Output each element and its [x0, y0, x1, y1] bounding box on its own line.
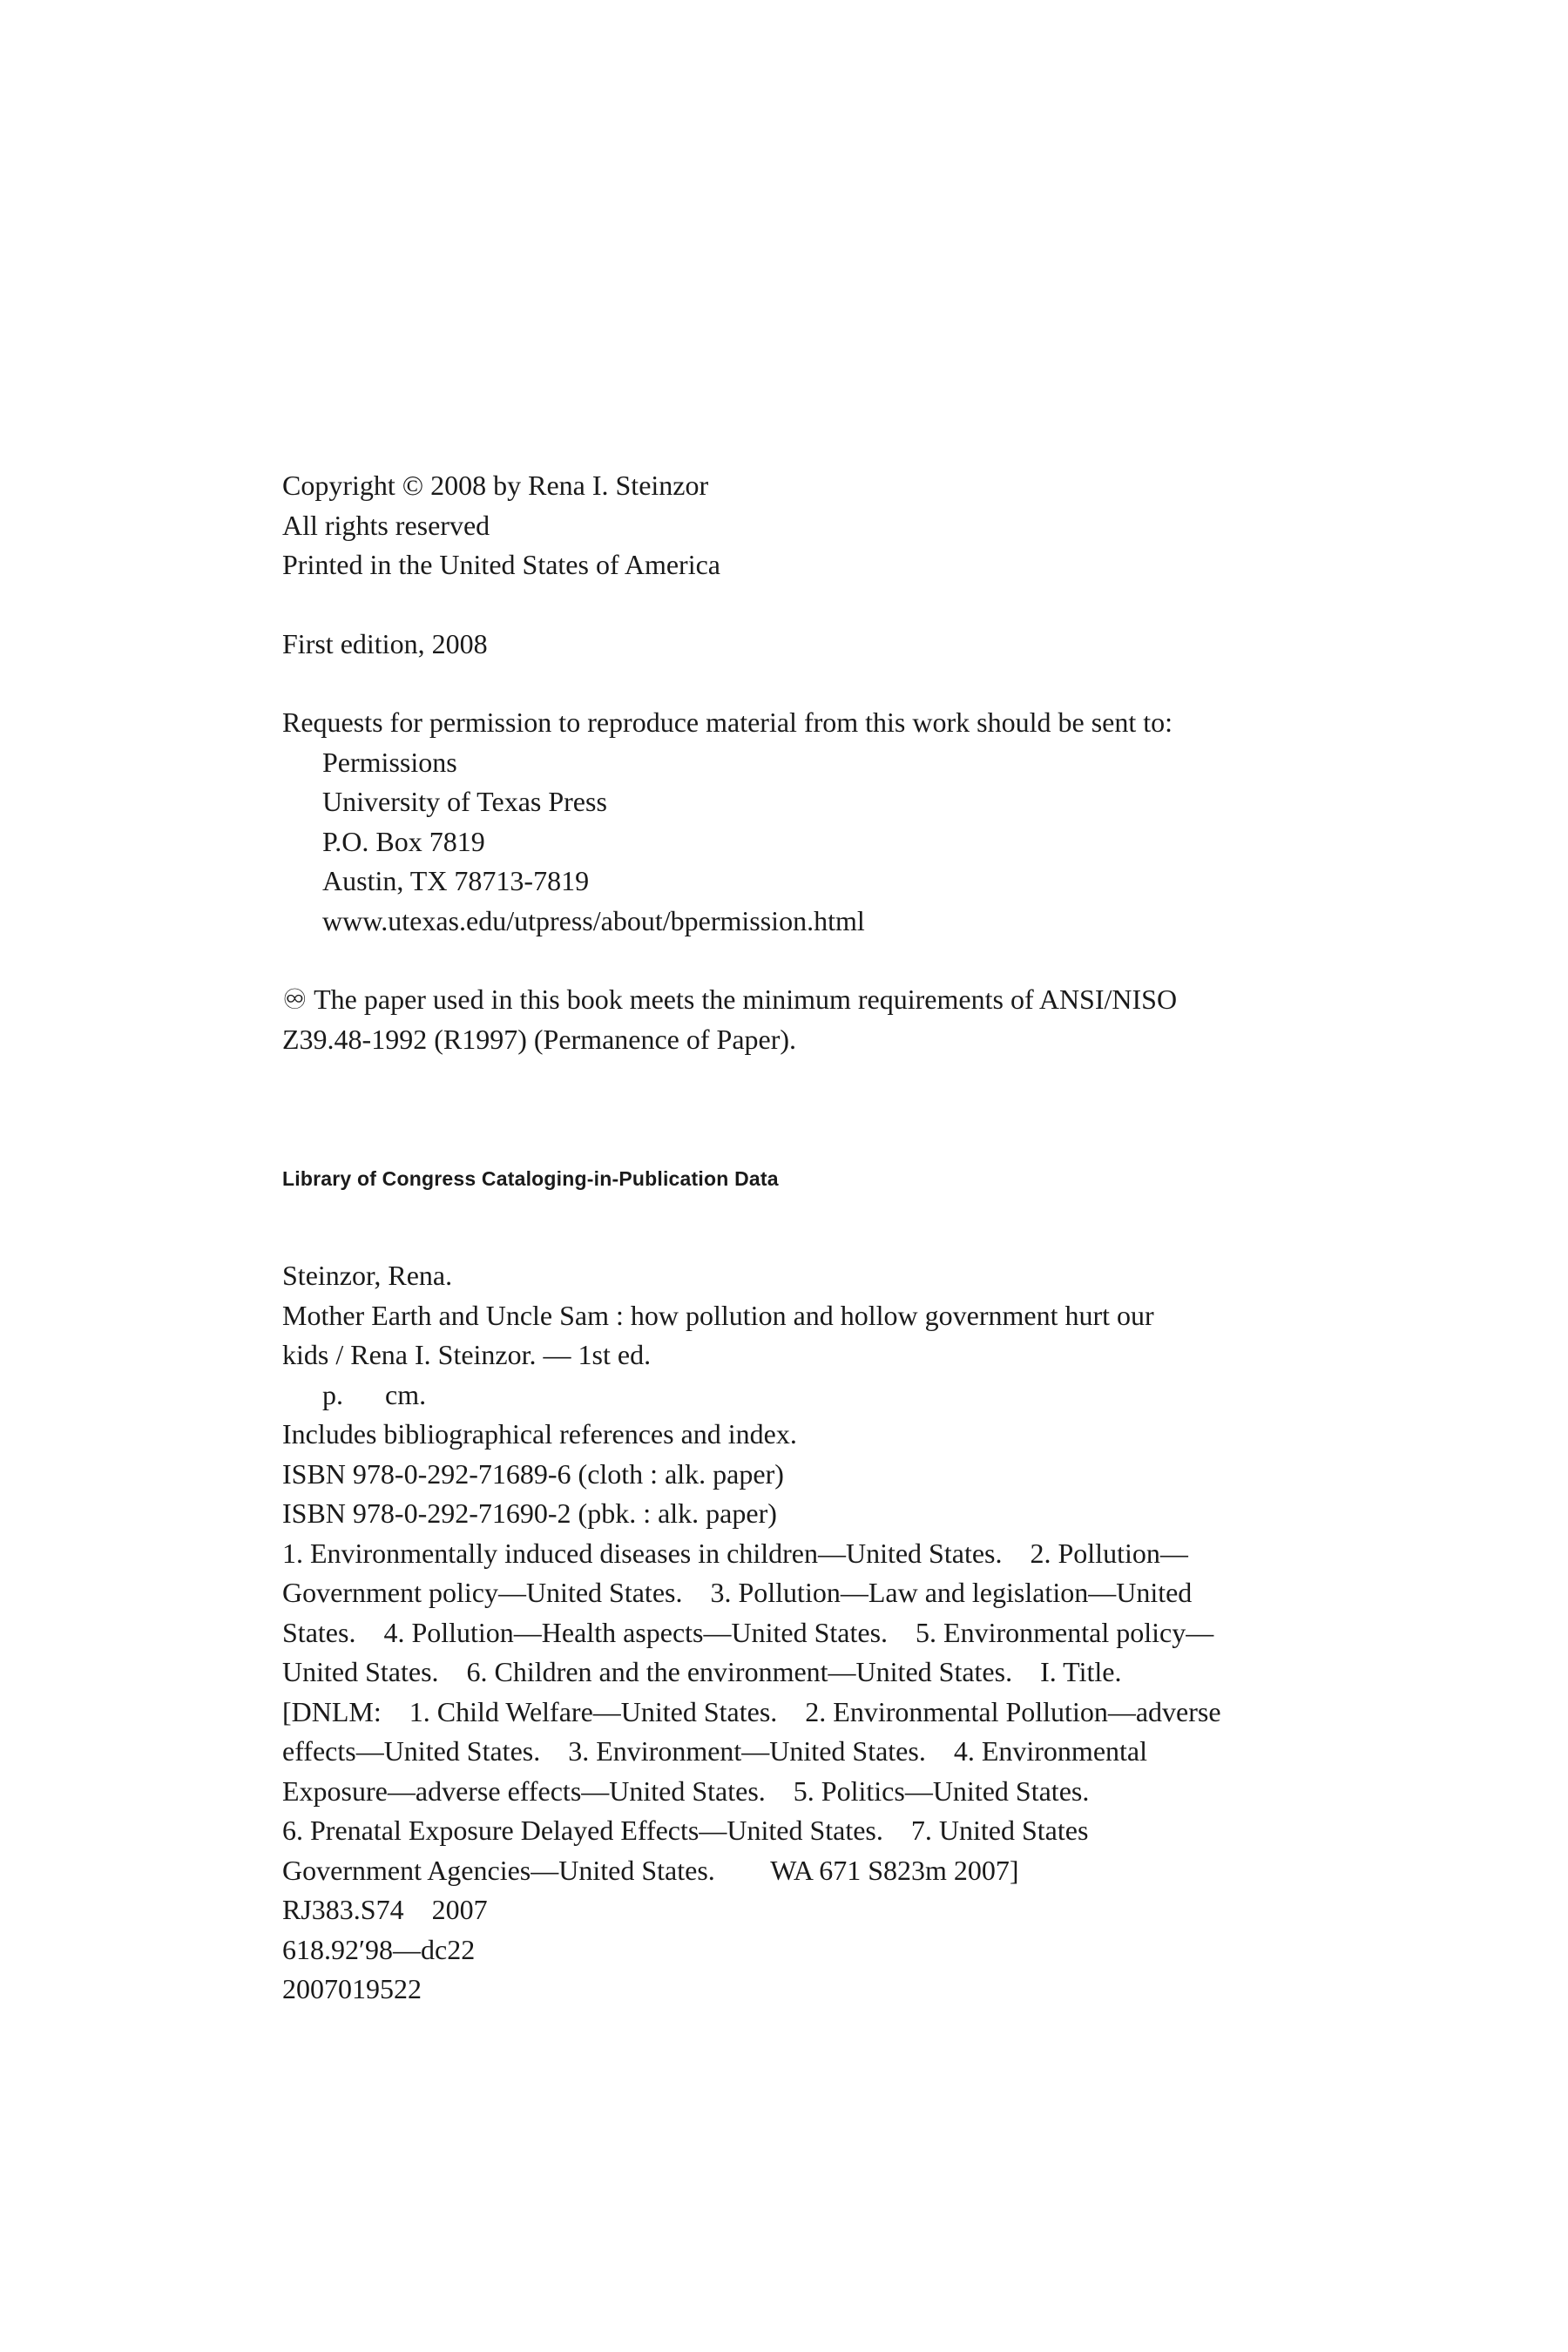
cip-line: Exposure—adverse effects—United States. 5. Politics—United States.	[282, 1774, 1090, 1807]
cip-dewey: 618.92′98—dc22	[282, 1933, 476, 1965]
cip-call-number: RJ383.S74 2007	[282, 1894, 488, 1925]
cip-line: 6. Prenatal Exposure Delayed Effects—United States. 7. United States	[282, 1815, 1089, 1846]
cip-line: effects—United States. 3. Environment—United States. 4. Environmental	[282, 1735, 1147, 1767]
cip-line: 1. Environmentally induced diseases in children—United States. 2. Pollution—	[282, 1537, 1188, 1569]
cip-heading: Library of Congress Cataloging-in-Publication Data	[282, 1167, 779, 1190]
paper-notice-line: Z39.48-1992 (R1997) (Permanence of Paper).	[282, 1023, 797, 1055]
rights-line: All rights reserved	[282, 509, 490, 541]
permissions-url: www.utexas.edu/utpress/about/bpermission.html	[322, 904, 865, 936]
cip-line: p. cm.	[322, 1378, 427, 1410]
cip-line: Government policy—United States. 3. Pollution—Law and legislation—United	[282, 1577, 1193, 1608]
copyright-line: Copyright © 2008 by Rena I. Steinzor	[282, 470, 709, 501]
paper-notice-line: ♾ The paper used in this book meets the minimum requirements of ANSI/NISO	[282, 983, 1178, 1015]
cip-line: United States. 6. Children and the environment—United States. I. Title.	[282, 1656, 1122, 1687]
cip-line: Mother Earth and Uncle Sam : how pollution and hollow government hurt our	[282, 1299, 1154, 1331]
permissions-address-line: University of Texas Press	[322, 786, 607, 817]
cip-line: Includes bibliographical references and index.	[282, 1418, 797, 1450]
edition-line: First edition, 2008	[282, 627, 488, 659]
cip-line: kids / Rena I. Steinzor. — 1st ed.	[282, 1339, 652, 1370]
permissions-intro: Requests for permission to reproduce material from this work should be sent to:	[282, 706, 1173, 738]
cip-lccn: 2007019522	[282, 1973, 422, 2004]
permissions-address-line: P.O. Box 7819	[322, 825, 485, 857]
cip-line: [DNLM: 1. Child Welfare—United States. 2. Environmental Pollution—adverse	[282, 1695, 1221, 1727]
cip-line: States. 4. Pollution—Health aspects—United States. 5. Environmental policy—	[282, 1616, 1214, 1648]
printed-line: Printed in the United States of America	[282, 549, 720, 580]
cip-isbn-line: ISBN 978-0-292-71690-2 (pbk. : alk. paper)	[282, 1497, 777, 1529]
cip-line: Steinzor, Rena.	[282, 1260, 453, 1291]
cip-isbn-line: ISBN 978-0-292-71689-6 (cloth : alk. paper)	[282, 1457, 784, 1490]
permissions-address-line: Austin, TX 78713-7819	[322, 865, 590, 896]
permissions-address-line: Permissions	[322, 746, 457, 778]
cip-line: Government Agencies—United States. WA 671 S823m 2007]	[282, 1854, 1019, 1886]
copyright-page	[282, 466, 1354, 2010]
